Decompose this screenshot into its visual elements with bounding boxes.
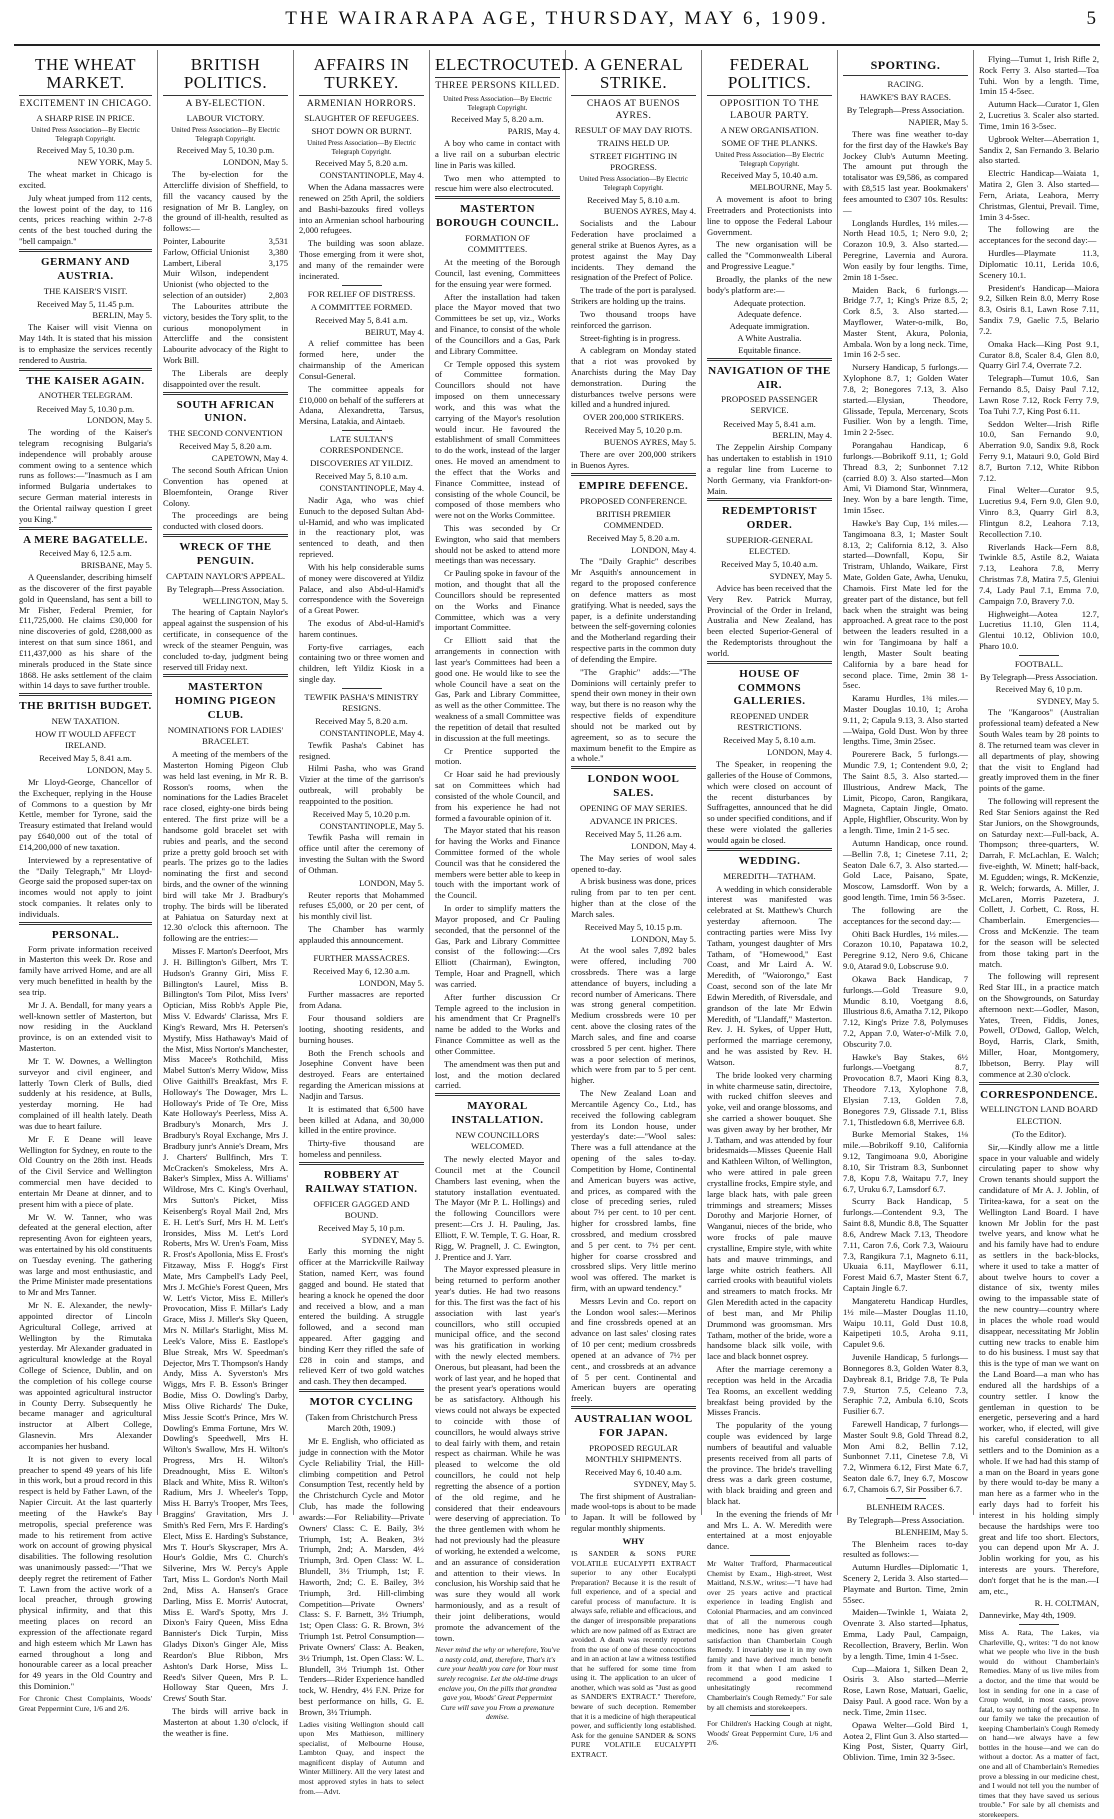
subhead: MEREDITH—TATHAM. (723, 870, 816, 881)
paragraph: The "Daily Graphic" describes Mr Asquith's announcement in regard to the proposed conference on defence matters as most gratifying. What is needed, says the paper, is a definite understanding between the self-governing colonies and the Motherland regarding their respective parts in the common duty of defending the Empire. (571, 556, 696, 664)
race-result: Autumn Hack—Curator 1, Glen 2, Lucretius 3. Scaler also started. Time, 1min 16 3-5sec. (979, 99, 1099, 131)
section-heading: MASTERTON BOROUGH COUNCIL. (436, 203, 559, 230)
paragraph: A movement is afoot to bring Freetraders and Protectionists into line to oppose the Federal Labour Government. (707, 194, 832, 237)
subhead: REOPENED UNDER RESTRICTIONS. (730, 711, 809, 733)
advertisement: IS SANDER & SONS PURE VOLATILE EUCALYPTI EXTRACT superior to any other Eucalypti Preparation? Because it is the result of full experience, and of a special and careful process of manufacture. It is always safe, reliable and efficacious, and the danger of irresponsible preparations which are now palmed off as Extract are avoided. A death was recently reported from the use of one of these concoctions and in an action at law a witness testified that he suffered for some time from using it. The application to an ulcer of another, which was sold as "Just as good as SANDER'S EXTRACT." Therefore, beware of such deception. Remember that it is a medicine of high therapeutical power, and sufficiently long established. Ask for the genuine SANDER & SONS PURE VOLATILE EUCALYPTI EXTRACT. (571, 1549, 696, 1759)
subhead: LABOUR VICTORY. (186, 112, 265, 123)
acceptance: Riverlands Hack—Fern 8.8, Twinkle 8.5, Astile 8.2, Waiata 7.13, Leahora 7.8, Merry Christmas 7.8, Matira 7.5, Gleniui 7.4, Lady Paul 7.1, Emma 7.0, Campaign 7.0, Bravery 7.0. (979, 541, 1099, 606)
dateline: Received May 5, 10.15 p.m. (584, 921, 683, 932)
advertisement: Ladies visiting Wellington should call upon Mrs Mathieson, millinery specialist, of Melbourne House, Lambton Quay, and inspect the magnificent display of Autumn and Winter Millinery. All the very latest and most approved styles in hats to select from.—Advt. (299, 1719, 424, 1796)
section-heading: PERSONAL. (51, 928, 120, 941)
section-heading: THE BRITISH BUDGET. (19, 700, 152, 713)
byline: United Press Association—By Electric Telegraph Copyright. (579, 174, 688, 192)
dateline: LONDON, May 5. (87, 415, 152, 426)
section-heading: A MERE BAGATELLE. (23, 533, 148, 546)
dateline: Received May 5, 10.20 p.m. (584, 425, 683, 436)
subhead: OVER 200,000 STRIKERS. (583, 412, 684, 423)
byline: United Press Association—By Electric Telegraph Copyright. (171, 125, 280, 143)
race-result: Nursery Handicap, 5 furlongs.—Xylophone 8.7, 1; Golden Water 7.8, 2; Bonegores 7.13, 3. Also started.—Elysian, Theodore, Glissade, Tepula, Mercenary, Scots Fusilier. Won by a length. Time, 1min 2 2-5sec. (843, 362, 968, 438)
platform-plank: Adequate defence. (737, 309, 802, 320)
acceptance: Final Welter—Curator 9.5, Lucretius 9.4, Fern 9.0, Glen 9.0, Vinro 8.3, Quarry Girl 8.3, Flintgun 8.2, Leahora 7.13, Recollection 7.10. (979, 485, 1099, 539)
paragraph: After the installation had taken place the Mayor moved that two Committees be set up, viz., Works and Finance, to consist of the whole of the Councillors and a Gas, Park and Library Committee. (435, 291, 560, 356)
subhead: FURTHER MASSACRES. (313, 952, 410, 963)
acceptance: Omaka Hack—King Post 9.1, Curator 8.8, Scaler 8.4, Glen 8.0, Quarry Girl 7.4, Overrate 7.2. (979, 338, 1099, 371)
paragraph: The following are the acceptances for the second day:— (843, 904, 968, 926)
subhead: DISCOVERIES AT YILDIZ. (310, 458, 413, 469)
byline: United Press Association—By Electric Telegraph Copyright. (443, 94, 552, 112)
paragraph: It is estimated that 6,500 have been killed at Adana, and 30,000 killed in the entire province. (299, 1103, 424, 1136)
paragraph: Cr Prentice supported the motion. (435, 745, 560, 767)
subhead: WELLINGTON LAND BOARD ELECTION. (980, 1104, 1098, 1126)
byline: United Press Association—By Electric Telegraph Copyright. (31, 125, 140, 143)
headline-british-politics: BRITISH POLITICS. (183, 55, 268, 92)
paragraph: In order to simplify matters the Mayor proposed, and Cr Pauling seconded, that the personnel of the Gas, Park and Library Committee consist of the following:—Crs Elliott (Chairman), Ewington, Temple, Hoar and Pragnell, which was carried. (435, 903, 560, 989)
dateline: NAPIER, May 5. (908, 117, 968, 128)
dateline: Received May 5, 10.30 p.m. (36, 403, 135, 414)
subhead: BRITISH PREMIER COMMENDED. (596, 508, 671, 530)
byline: United Press Association—By Electric Telegraph Copyright. (715, 150, 824, 168)
paragraph: The newly elected Mayor and Council met at the Council Chambers last evening, when the statutory installation eventuated. The Mayor (Mr P. L. Hollings) and the following Councillors were present:—Crs J. H. Pauling, Jas. Elliott, F. W. Temple, T. G. Hoar, R. Rigg, W. Pragnell, J. C. Ewington, J. Prentice and J. Yarr. (435, 1154, 560, 1262)
dateline: Received May 5, 10.20 p.m. (312, 808, 411, 819)
paragraph: Cr Pauling spoke in favour of the motion, and thought that all the Councillors should be represented on the Works and Finance Committee, which was a very important Committee. (435, 568, 560, 633)
paragraph: Misses F. Marton's Deerfoot, Mrs J. H. Billington's Gilbert, Mrs T. Hudson's Granny Giri, Miss F. Billington's Laurel, Miss B. Billington's Tom Pilot, Miss Ivers' Optician, Miss Robb's Apple Pie, Miss V. Edwards' Clarissa, Mrs F. King's Reward, Mrs H. Petersen's Mystify, Miss Hathaway's Maid of the Mist, Miss Norton's Manchester, Miss Macee's Rothchild, Miss Mabel Sutton's Merry Widow, Miss Olive Gaithill's Breakfast, Mrs F. Holloway's The Dowager, Mrs L. Holloway's Pride of Te Ore, Miss Kate Holloway's Peerless, Miss A. Bradbury's Monarch, Mrs J. Bradbury's Royal Exchange, Mrs J. Bradbury junr's Annie's Dream, Mrs J. Charters' Bullfinch, Mrs T. McCracken's Smokeless, Mrs A. Baker's Simplex, Miss A. Williams' Wildrose, Mrs C. King's Overhaul, Mrs Sutton's Picket, Miss Keisenberg's Royal Mail 2nd, Mrs E. H. Lett's Surf, Mrs H. M. Lett's Ironsides, Miss M. Lett's Lord Roberts, Mrs W. Uren's Foam, Miss R. Frost's Apollonia, Miss E. Frost's Fitzaway, Miss F. Hogg's First Mate, Mrs Campbell's Lady Peel, Mrs J. McGhie's Forest Queen, Mrs W. Lett's Victor, Miss E. Miller's Provocation, Miss F. Millar's Lady Grace, Miss J. Miller's Sky Queen, Mrs N. Millar's Starlight, Miss M. Leek's Valore, Miss E. Eastlope's Blue Streak, Mrs W. Speedman's Dejector, Mrs T. Thompson's Handy Andy, Miss A. Syverston's Mrs Wiggs, Mrs F. B. Esson's Bringer Bodie, Miss O. Dowling's Darby, Miss Olive Richards' The Duke, Miss Jessie Scott's Prince, Mrs W. Dowling's Emma Fortune, Mrs W. Dowling's Speedwell, Mrs H. Wilton's Swallow, Mrs H. Wilton's Progress, Mrs H. Wilton's Dreadnought, Miss E. Wilton's Black and White, Miss R. Wilton's Radium, Mrs J. Wheeler's Topp, Miss H. Barry's Trooper, Mrs Tees, Braggins' Gravitation, Mrs J. Smith's Red Fern, Mrs F. Harding's Elect, Miss E. Harding's Substance, Mrs T. Hour's Skyscraper, Mrs A. Hour's Goldie, Mrs C. Church's Silverine, Mrs W. Percy's Apple Tart, Miss L. Gordon's North Mail 2nd, Miss A. Hansen's Grace Darling, Miss E. Morris' Autocrat, Miss E. Ward's Spotty, Mrs J. Dixon's Fairy Queen, Miss Edna Bannister's Dick Turpin, Miss Gladys Dixon's Ginger Ale, Miss Reardon's Blue Ribbon, Mrs Ashton's Dark Horse, Miss L. Reed's Silver Queen, Mrs P. L. Holloway Star Queen, Mrs J. Crews' South Star. (163, 946, 288, 1704)
subhead: ARMENIAN HORRORS. (306, 98, 417, 109)
dateline: SYDNEY, May 5. (1036, 695, 1099, 706)
subhead: BLENHEIM RACES. (866, 1501, 945, 1512)
poll-row: Lambert, Liberal 3,175 (163, 257, 288, 268)
race-result: Cup—Maiora 1, Silken Dean 2, Osiris 3. Also started—Merrie Rose, Lawn Rose, Matuari, Gaelic, Daisy Paul. A good race. Won by a neck. Time, 2min 11sec. (843, 1663, 968, 1717)
paragraph: Early this morning the night officer at the Marrickville Railway Station, named Kerr, was found gagged and bound. He stated that hearing a knock he opened the door and received a blow, and a man entered the building. A struggle followed, and a second man appeared. After gagging and binding Kerr they rifled the safe of £28 in coin and stamps, and relieved Kerr of two gold watches and cash. They then decamped. (299, 1246, 424, 1387)
dateline: BEIRUT, May 4. (364, 326, 424, 337)
paragraph: The following will represent Red Star III., in a practice match on the Showgrounds, on Saturday afternoon next:—Godler, Mason, Yates, Treen, Fiddis, Jones, Powell, O'Dowd, Gallop, Welch, Boyd, Harris, Clark, Smith, Miller, Hoar, Montgomery, Ibbetson, Berry. Play will commence at 2.30 o'clock. (979, 971, 1099, 1079)
dateline: BLENHEIM, May 5. (894, 1526, 968, 1537)
paragraph: "The Graphic" adds:—"The Dominions will certainly prefer to spend their own money in their own way, but there is no reason why the respective fields of expenditure should not be marked out by agreement, so as to secure the maximum benefit to the Empire as a whole." (571, 666, 696, 764)
advertisement: Mr Walter Trafford, Pharmaceutical Chemist by Exam., High-street, West Maitland, N.S.W., writes:—"I have had over 25 years active and practical experience in leading English and Colonial Pharmacies, and am convinced that of all the numerous cough medicines, none has given greater satisfaction than Chamberlain Cough Remedy. I invariably use it in my own family and have derived much benefit from it that when I am asked to recommend a good medicine I unhesitatingly recommend Chamberlain's Cough Remedy." For sale by all chemists and storekeepers. (707, 1559, 832, 1712)
acceptance: Hurdles—Playmate 11.3, Diplomatic 10.11, Lerida 10.6, Scenery 10.1. (979, 248, 1099, 280)
paragraph: A brisk business was done, prices ruling from par to ten per cent. higher than at the close of the March sales. (571, 876, 696, 919)
dateline: Received May 5, 10.40 a.m. (721, 559, 818, 570)
paragraph: The Labourites attribute the victory, besides the Tory split, to the curious monopolyment in Attercliffe and the consistent Labourite advocacy of the Right to Work Bill. (163, 300, 288, 366)
dateline: LONDON, May 5. (223, 157, 288, 168)
paragraph: Advice has been received that the Very Rev. Patrick Murray, Provincial of the Order in Ireland, Australia and New Zealand, has been elected Superior-General of the Redemptorists throughout the world. (707, 582, 832, 658)
paragraph: Socialists and the Labour Federation have proclaimed a general strike at Buenos Ayres, as a protest against the May Day incidents. They demand the resignation of the Prefect of Police. (571, 218, 696, 283)
paragraph: The first shipment of Australian-made wool-tops is about to be made to Japan. It will be followed by regular monthly shipments. (571, 1490, 696, 1534)
subhead: ANOTHER TELEGRAM. (38, 390, 133, 401)
letter-signature: R. H. COLTMAN, (1034, 1598, 1099, 1609)
paragraph: The second South African Union Convention has opened at Bloemfontein, Orange River Colony. (163, 465, 288, 508)
subhead: ADVANCE IN PRICES. (589, 815, 678, 826)
dateline: BERLIN, May 4. (772, 430, 832, 441)
acceptance: Juvenile Handicap, 5 furlongs—Bonnegores 8.3, Golden Water 8.3, Daybreak 8.1, Bridge 7.8, Te Pula 7.9, Sturton 7.5, Celeano 7.3, Seraphic 7.2, Ambula 6.10, Scots Fusilier 6.7. (843, 1352, 968, 1417)
dateline: By Telegraph—Press Association. (846, 105, 965, 116)
paragraph: Mr E. English, who officiated as judge in connection with the Motor Cycle Reliability Trial, the Hill-climbing competition and Petrol Consumption Test, recently held by the Christchurch Cycle and Motor Club, has made the following awards:—For Reliability—Private Owners' Class: C. E. Baily, 3½ Triumph, 1st; A. Beaken, 3½ Triumph, 2nd; A. Marsden, 4½ Triumph, 3rd. Open Class: W. L. Blundell, 3½ Triumph, 1st; F. Haworth, 2nd; C. E. Bailey, 3½ Triumph, 3rd. Hill-climbing Competition—Private Owners' Class: S. F. Barnett, 3½ Triumph, 1st; Open Class: G. R. Brown, 3½ Triumph 1st. Petrol Consumption—Private Owners' Class: A. Beaken, 3½ Triumph, 1st. Open Class: W. L. Blundell, 3½ Triumph 1st. Other Tenders—Rider Experience handled tock, W. Hendry, 4½ F.N. Prize for best performance on hills, G. E. Brown, 3½ Triumph. (299, 1436, 424, 1717)
paragraph: The Mayor expressed pleasure in being returned to perform another year's duties. He had two reasons for this. The first was the fact of his association with last year's councillors, who still occupied municipal office, and the second was his gratification in working with the newly elected members. Onerous, but pleasant, had been the work of last year, and he hoped that the present year's operations would be as satisfactory. Although his views could not always be expected to coincide with those of councillors, he would always strive to deal fairly with them, and retain respect as chairman. While he was pleased to welcome the old councillors, he could not help regretting the absence of a portion of the old regime, and he considered that their endeavours were deserving of appreciation. To the three gentlemen with whom he had not previously had the pleasure of working, he extended a welcome, and an assurance of consideration and attention to their views. In conclusion, his Worship said that he was sure they would all work harmoniously, and as a result of their joint deliberations, would promote the advancement of the town. (435, 1264, 560, 1643)
acceptance: Mangateretu Handicap Hurdles, 1½ mile—Master Douglas 11.10, Waipu 10.11, Gold Dust 10.8, Kaipetipeti 10.5, Aroha 9.11, Capulet 9.6. (843, 1295, 968, 1350)
advertisement-verse: Never mind the why or wherefore, You've a nasty cold, and, therefore, That's it's cure your health you care for Your must surely recognise. Let the old-time drugs enclave you, On the pills that grandma gave you, Woods' Great Peppermint Cure will save you From a premature demise. (435, 1645, 560, 1722)
subhead: A COMMITTEE FORMED. (310, 301, 413, 312)
paragraph: The amendment was then put and lost, and the motion declared carried. (435, 1058, 560, 1091)
paragraph: The wheat market in Chicago is excited. (19, 169, 152, 190)
paragraph: The Kaiser will visit Vienna on May 14th. It is stated that his mission is to emphasize the services recently rendered to Austria. (19, 322, 152, 365)
subhead: THE KAISER'S VISIT. (43, 285, 128, 296)
race-result: Opawa Welter—Gold Bird 1, Aotea 2, Flint Gun 3. Also started—King Post, Sister, Quarry Girl, Oblivion. Time, 1min 32 3-5sec. (843, 1719, 968, 1763)
section-heading: MAYORAL INSTALLATION. (451, 1100, 544, 1127)
dateline: CONSTANTINOPLE, May 5. (319, 820, 424, 831)
dateline: WELLINGTON, May 5. (202, 595, 288, 606)
acceptance: President's Handicap—Maiora 9.2, Silken Rein 8.0, Merry Rose 8.3, Osiris 8.1, Lawn Rose 7.11, Sandix 7.9, Gaelic 7.5, Belario 7.2. (979, 282, 1099, 336)
paragraph: A boy who came in contact with a live rail on a suburban electric line in Paris was killed. (435, 138, 560, 170)
dateline: BRISBANE, May 5. (80, 560, 152, 571)
paragraph: Form private information received in Masterton this week Dr. Rose and family have arrived Home, and are all very much benefitted in health by the sea trip. (19, 943, 152, 997)
paragraph: The Speaker, in reopening the galleries of the House of Commons, which were closed on account of the recent disturbances by Suffragettes, announced that he did so under specified conditions, and if these were violated the galleries would again be closed. (707, 759, 832, 845)
dateline: Received May 5, 10 p.m. (318, 1222, 405, 1233)
paragraph: There are over 200,000 strikers in Buenos Ayres. (571, 449, 696, 470)
paragraph: July wheat jumped from 112 cents, the lowest point of the day, to 116 cents, prices reaching within 2-7-8 cents of the best touched during the "bell campaign." (19, 192, 152, 246)
section-heading: EMPIRE DEFENCE. (578, 479, 689, 492)
paragraph: The following are the acceptances for the second day:— (979, 224, 1099, 246)
dateline: Received May 6, 10.40 a.m. (585, 1466, 682, 1477)
paragraph: In the evening the friends of Mr and Mrs L. A. W. Meredith were entertained at a most enjoyable dance. (707, 1508, 832, 1552)
dateline: Received May 6, 12.5 a.m. (39, 548, 132, 559)
column-4 (430, 50, 579, 1722)
paragraph: Cr Temple opposed this system of Committee formation. Councillors should not have imposed on them unnecessary work, and this was what the carrying of the Mayor's resolution would incur. He favoured the establishment of small Committees to do the work, instead of the larger ones. He moved an amendment to the effect that the Works and Finance Committee, instead of consisting of the whole Council, be composed of those members who were not on the Works Committee. (435, 358, 560, 521)
dateline: CONSTANTINOPLE, May 4. (319, 727, 424, 738)
race-result: Ugbrook Welter—Aberration 1, Sandix 2, San Fernando 3. Belario also started. (979, 133, 1099, 166)
race-result: Porangahau Handicap, 6 furlongs.—Bobrikoff 9.11, 1; Gold Thread 8.3, 2; Sunbonnet 7.12 (carried 8.0) 3. Also started—Mon Ami, Vi Diamond Star, Winnmera, Iney. Won by a bare length. Time, 1min 15sec. (843, 440, 968, 516)
race-result: Longlands Hurdles, 1½ miles.—North Head 10.5, 1; Nero 9.0, 2; Corazon 10.9, 3. Also started.—Peregrine, Lavernia and Aurora. Won easily by four lengths. Time, 2min 18 1-5sec. (843, 217, 968, 282)
paragraph: The May series of wool sales opened to-day. (571, 852, 696, 874)
paragraph: It is not given to every local preacher to spend 49 years of his life in this work, but a proud record in this respect is held by Father Lawn, of the Napier Circuit. At the last quarterly meeting of the Hawke's Bay metropolis, special preference was made to his retirement from active work on account of growing physical disabilities. The following resolution was unanimously passed:—"That we deeply regret the retirement of Father T. Lawn from the active work of a local preacher, through growing physical infirmity, and that this meeting places on record an expression of the affectionate regard and high esteem which Mr Lawn has earned throughout a long and honourable career as a local preacher for 49 years in the Old Country and this Dominion." (19, 1453, 152, 1692)
platform-plank: Adequate immigration. (729, 321, 810, 332)
paragraph: The Zeppelin Airship Company has undertaken to establish in 1910 a regular line from Lucerne to North Germany, via Frankfort-on-Main. (707, 442, 832, 496)
acceptance: Telegraph—Tumut 10.6, San Fernando 8.5, Daisy Paul 7.12, Lawn Rose 7.12, Rock Ferry 7.9, Toa Tuhi 7.7, King Post 6.11. (979, 373, 1099, 416)
dateline: LONDON, May 5. (631, 933, 696, 944)
dateline: By Telegraph—Press Association. (980, 671, 1098, 682)
subhead: NEW TAXATION. (51, 716, 120, 727)
paragraph: The exodus of Abd-ul-Hamid's harem continues. (299, 617, 424, 639)
race-result: Maiden—Twinkle 1, Waiata 2, Ovenrate 3. Also started—Iphatus, Emma, Lady Paul, Campaign, Recollection, Bravery, Berlin. Won by a length. Time, 1min 4 1-5sec. (843, 1607, 968, 1661)
dateline: SYDNEY, May 5. (769, 571, 832, 582)
page-number: 5 (1086, 8, 1096, 29)
dateline: Received May 5, 8.41 a.m. (315, 314, 408, 325)
headline-general-strike: A GENERAL STRIKE. (583, 55, 684, 92)
dateline: Received May 5, 8.10 a.m. (723, 735, 816, 746)
paragraph: Forty-five carriages, each containing two or three women and children, left Yildiz Kiosk in a single day. (299, 641, 424, 685)
race-result: Maiden Back, 6 furlongs.—Bridge 7.7, 1; King's Prize 8.5, 2; Cork 8.5, 3. Also started.—Mayflower, Water-o-milk, Bo, Master Stent, Akura, Polonia, Ambala. Won by a long neck. Time, 1min 16 2-5 sec. (843, 284, 968, 360)
dateline: LONDON, May 4. (631, 840, 696, 851)
paragraph: Two men who attempted to rescue him were also electrocuted. (435, 172, 560, 194)
section-heading: NAVIGATION OF THE AIR. (708, 364, 831, 391)
paragraph: The following will represent the Red Star Seniors against the Red Star Juniors, on the Showgrounds, on Saturday next:—Full-back, A. Thompson; three-quarters, W. Darrah, F. McLachlan, E. Walch; five-eighth, W. Minett; half-back, M. Egudden; wings, R. McKenzie, R. Welch; forwards, A. Miller, J. McLaren, Morris Pazetera, J. Collett, J. Corbett, C. Ross, H. Chamberlain. Emergencies—Cross and McKenzie. The team for the season will be selected from those taking part in the match. (979, 796, 1099, 969)
race-result: Hawke's Bay Cup, 1½ miles.—Tangimoana 8.3, 1; Master Soult 8.13, 2; California 8.12, 3. Also started—Downfall, Kopu, Sir Tristram, Uhlando, Waikare, First Mate, Golden Gate, Awha, Uenuku, Chamois. First Mate led for the greater part of the distance, but fell back when the straight was being approached. A great race to the post between the leaders resulted in a win for Tangimoana by half a length, Master Soult beating California by a bare head for second place. Time, 2min 38 1-5sec. (843, 517, 968, 691)
paragraph: Cr Hoar said he had previously sat on Committees which had consisted of the whole Council, and from his experience he had not formed a favourable opinion of it. (435, 769, 560, 823)
column-8 (974, 50, 1104, 1819)
paragraph: A wedding in which considerable interest was manifested was celebrated at St. Matthew's Church yesterday afternoon. The contracting parties were Miss Ivy Tatham, youngest daughter of Mrs Tatham, of "Homewood," East Coast, and Mr Laird A. W. Meredith, of "Waiorongo," East Coast, second son of the late Mr Edwin Meredith, of Riversdale, and grandson of the late Mr Edwin Meredith, of "Llandaff," Masterton. Rev. J. H. Sykes, of Upper Hutt, performed the marriage ceremony, and he was assisted by Rev. H. Watson. (707, 883, 832, 1067)
subhead: STREET FIGHTING IN PROGRESS. (589, 150, 678, 172)
subhead: A SHARP RISE IN PRICE. (36, 112, 135, 123)
subhead: NOMINATIONS FOR LADIES' BRACELET. (167, 725, 284, 747)
letter-date: Dannevirke, May 4th, 1909. (979, 1610, 1076, 1621)
subhead: THE SECOND CONVENTION (168, 428, 283, 439)
subhead: RACING. (887, 79, 924, 90)
paragraph: A Queenslander, describing himself as the discoverer of the first payable gold in Queensland, has sent a bill to Mr Fisher, Federal Premier, for £11,725,000. He claims £30,000 for nine discoveries of gold, £288,000 as interest on that sum since 1861, and £11,437,000 as his share of the minerals produced in the State since 1868. He asks settlement of the claim within 14 days to save further trouble. (19, 572, 152, 691)
paragraph: The trade of the port is paralysed. Strikers are holding up the trains. (571, 285, 696, 307)
subhead: SUPERIOR-GENERAL ELECTED. (726, 535, 813, 557)
dateline: Received May 5, 11.26 a.m. (585, 829, 682, 840)
dateline: BUENOS AYRES, May 4. (603, 206, 696, 217)
acceptance: Ohiti Back Hurdles, 1½ miles.—Corazon 10.10, Papatawa 10.2, Peregrine 9.12, Nero 9.6, Chicane 9.0, Atarad 9.0, Lobscruse 9.0. (843, 928, 968, 972)
advertisement-heading: WHY (622, 1535, 645, 1546)
acceptance: Highweight—Aotea 12.7, Lucretius 11.10, Glen 11.4, Glentui 10.12, Oblivion 10.0, Pharo 10.0. (979, 608, 1099, 652)
advertisement: For Chronic Chest Complaints, Woods' Great Peppermint Cure, 1/6 and 2/6. (19, 1693, 152, 1713)
paragraph: Street-fighting is in progress. (580, 332, 681, 343)
paragraph: The bride looked very charming in white charmeuse satin, directoire, with rucked chiffon sleeves and yoke, veil and orange blossoms, and she carried a shower bouquet. She was given away by her brother, Mr J. Tatham, and was attended by four bridesmaids—Misses Queenie Hall and Kathleen Wilton, of Wellington, who were attired in pale green crystalline frocks, Empire style, and large black hats, with pale green trimmings and streamers; Misses Dorothy and Marjorie Horner, of Wanganui, nieces of the bride, who wore frocks of pale mauve crystalline, Empire style, with white hats and mauve trimmings, and large white ostrich feathers. All carried crooks with beautiful violets and streamers to match frocks. Mr Glen Meredith acted in the capacity of best man, and Mr Philip Drummond was groomsman. Mrs Tatham, mother of the bride, wore a handsome black silk voile, with lace and black bonnet osprey. (707, 1069, 832, 1362)
dateline: Received May 5, 8.10 a.m. (315, 471, 408, 482)
paragraph: Mr N. E. Alexander, the newly-appointed director of Lincoln Agricultural College, arrived at Wellington by the Rimutaka yesterday. Mr Alexander graduated in agricultural knowledge at the Royal College of Science, Dublin, and on the completion of his college course was appointed agricultural instructor in County Derry. Subsequently he became manager and agricultural instructor at Albert College, Glasnevin. Mrs Alexander accompanies her husband. (19, 1300, 152, 1451)
section-heading: SOUTH AFRICAN UNION. (176, 398, 275, 425)
section-heading: REDEMPTORIST ORDER. (721, 505, 818, 532)
paragraph: Thirty-five thousand are homeless and penniless. (299, 1138, 424, 1159)
paragraph: The wording of the Kaiser's telegram recognising Bulgaria's independence will probably arouse comment owing to a sentence which runs as follows:—"Inasmuch as I am informed Bulgaria undertakes to secure German material interests in the Oriental railway question I greet you King." (19, 427, 152, 524)
subhead: TRAINS HELD UP. (597, 137, 670, 148)
paragraph: The hearing of Captain Naylor's appeal against the suspension of his certificate, in consequence of the wreck of the steamer Penguin, was concluded to-day, judgment being reserved till Friday next. (163, 607, 288, 672)
headline-affairs-in-turkey: AFFAIRS IN TURKEY. (313, 55, 410, 92)
paragraph: The new organisation will be called the "Commonwealth Liberal and Progressive League." (707, 239, 832, 272)
acceptance: Seddon Welter—Irish Rifle 10.0, San Fernando 9.0, Aberration 9.0, Sandix 9.8, Rock Ferry 9.1, Matauri 9.0, Gold Bird 8.7, Burton 7.12, White Ribbon 7.12. (979, 418, 1099, 483)
advertisement: Miss A. Rata, The Lakes, via Charleville, Q., writes: "I do not know what we people who live in the bush would do without Chamberlain's Remedies. Many of us live miles from a doctor, and the time that would be lost in sending for one in a case of Croup would, in most cases, prove fatal, to say nothing of the expense. In our family we take the precaution of keeping Chamberlain's Cough Remedy on hand—we always have a few bottles in the house—and we can do without a doctor. As a matter of fact, one and all of Chamberlain's Remedies prove a blessing in our medicine chest, and I would not tell you the number of times that they have saved us serious trouble." For sale by all chemists and storekeepers. (979, 1628, 1099, 1819)
paragraph: This was seconded by Cr Ewington, who said that members should not be asked to attend more meetings than was necessary. (435, 522, 560, 566)
acceptance: Hawke's Bay Stakes, 6½ furlongs.—Voetgang 8.7, Provocation 8.7, Maori King 8.3, Theodore 7.13, Xylophone 7.8, Elysian 7.13, Golden 7.8, Bonegores 7.9, Glissade 7.1, Bliss 7.1, Thistledown 6.8, Merrivee 6.8. (843, 1051, 968, 1127)
race-result: Autumn Handicap, once round.—Bellin 7.8, 1; Cinetese 7.11, 2; Seaton Dale 6.7, 3. Also started.—Gold Lace, Paisano, Spate, Moscow, Lamsdorff. Won by a good length. Time, 1min 56 3-5sec. (843, 837, 968, 903)
paragraph: Messrs Levin and Co. report on the London wool sales:—Merinos and fine crossbreds opened at an advance on last sales' closing rates of 10 per cent; medium crossbreds opened at an advance of 7½ per cent., and crossbreds at an advance of 5 per cent. Continental and American buyers are operating freely. (571, 1295, 696, 1404)
paragraph: Mr Lloyd-George, Chancellor of the Exchequer, replying in the House of Commons to a question by Mr Kettle, member for Tyrone, said the Treasury estimated that Ireland would pay £640,000 out of the total of £14,200,000 of new taxation. (19, 777, 152, 852)
race-result: Electric Handicap—Waiata 1, Matira 2, Glen 3. Also started—Fern, Ariata, Leahora, Merry Christmas, Glentui, Prevail. Time, 1min 3 4-5sec. (979, 168, 1099, 222)
paragraph: The by-election for the Attercliffe division of Sheffield, to fill the vacancy caused by the resignation of Mr B. Langley, on the ground of ill-health, resulted as follows:— (163, 169, 288, 234)
column-1 (14, 50, 158, 1713)
paragraph: Four thousand soldiers are looting, shooting residents, and burning houses. (299, 1013, 424, 1045)
paragraph: A cablegram on Monday stated that a riot was provoked by Anarchists during the May Day demonstration. During the disturbances twelve persons were killed and a hundred injured. (571, 345, 696, 410)
masthead (0, 0, 1114, 40)
letter-body: Sir,—Kindly allow me a little space in your valuable and widely circulating paper to show why Crown tenants should support the candidature of Mr A. J. Joblin, of Tiritea-kawa, for a seat on the Wellington Land Board. I have known Mr Joblin for the past twelve years, and know what he and his family have had to endure as settlers in the back-blocks, where it used to take a matter of about twelve hours to cover a distance of six, twenty miles owing to the impassable state of the new country—country where in places the whole road would disappear, necessitating Mr Joblin cutting new tracks to enable him to do his business. I must say that this is the type of man we want on the Land Board—a man who has endured all the hardships of a country settler. I know the gentleman in question to be energetic, persevering and a hard worker, who, if elected, will give his careful consideration to all settlers and to the Dominion as a whole. If we had had this stamp of a man on the Board in years gone by there would to-day be many a man here as a farmer who in the early days had to forfeit his interest in his holding simply because the hardships were too great and life too short. Electors, you can depend upon Mr A. J. Joblin working for you, as his interests are yours. Therefore, don't forget that he is the man.—I am, etc., (979, 1141, 1099, 1596)
byline: United Press Association—By Electric Telegraph Copyright. (307, 138, 416, 156)
section-heading: HOUSE OF COMMONS GALLERIES. (733, 667, 806, 708)
acceptance: Scurry Back Handicap, 5 furlongs.—Contendent 9.3, The Saint 8.8, Mundic 8.8, The Squatter 8.6, Andrew Mack 7.13, Theodore 7.11, Caron 7.6, Cork 7.3, Waiouru 7.3, Rangikura 7.1, Magneto 6.11, Ukuaia 6.11, Mayflower 6.11, Forest Maid 6.7, Master Stent 6.7, Captain Jingle 6.7. (843, 1196, 968, 1294)
subhead: NEW COUNCILLORS WELCOMED. (455, 1129, 540, 1152)
headline-federal-politics: FEDERAL POLITICS. (727, 55, 812, 92)
paragraph: Mr T. W. Downes, a Wellington surveyor and civil engineer, and latterly Town Clerk of Bulls, died suddenly at his residence, at Bulls, yesterday morning. He had complained of ill health lately. Death was due to heart failure. (19, 1055, 152, 1131)
paragraph: Nadir Aga, who was chief Eunuch to the deposed Sultan Abd-ul-Hamid, and who was implicated in the reactionary plot, was sentenced to death, and then reprieved. (299, 494, 424, 560)
headline-wheat-market: THE WHEAT MARKET. (35, 55, 136, 92)
subhead: PROPOSED REGULAR MONTHLY SHIPMENTS. (585, 1442, 682, 1464)
paragraph: Tewfik Pasha will remain in office until after the ceremony of investing the Sultan with the Sword of Othman. (299, 832, 424, 875)
paragraph: With his help considerable sums of money were discovered at Yildiz Palace, and also Abd-ul-Hamid's correspondence with the Sovereign of a Great Power. (299, 561, 424, 616)
subhead: SHOT DOWN OR BURNT. (311, 125, 412, 136)
section-heading: AUSTRALIAN WOOL FOR JAPAN. (574, 1413, 693, 1439)
column-7 (838, 50, 974, 1763)
poll-row: Farlow, Official Unionist 3,380 (163, 246, 288, 257)
section-heading: MOTOR CYCLING (309, 1396, 414, 1409)
paragraph: A meeting of the members of the Masterton Homing Pigeon Club was held last evening, in Mr R. B. Rosson's rooms, when the nominations for the Ladies Bracelet race closed, eighty-one birds being entered. The first prize will be a handsome gold bracelet set with rubies and pearls, and the second prize a pretty gold brooch set with pearls. The prizes go to the ladies nominating the first and second birds, and the owner of the winning bird will take Mr J. Bradbury's trophy. The birds will be liberated at Pahiatua on Saturday next at 12.30 o'clock this afternoon. The following are the entries:— (163, 749, 288, 944)
columns (14, 50, 1104, 1819)
dateline: LONDON, May 4. (767, 747, 832, 758)
paragraph: After the marriage ceremony a reception was held in the Arcadia Tea Rooms, an excellent wedding breakfast being provided by the Misses Francis. (707, 1364, 832, 1418)
paragraph: Hilmi Pasha, who was Grand Vizier at the time of the garrison's outbreak, will probably be reappointed to the position. (299, 763, 424, 806)
dateline: SYDNEY, May 5. (633, 1478, 696, 1489)
dateline: LONDON, May 5. (359, 977, 424, 988)
paragraph: The proceedings are being conducted with closed doors. (163, 510, 288, 532)
subhead: HAWKE'S BAY RACES. (860, 92, 951, 103)
paragraph: There was fine weather to-day for the first day of the Hawke's Bay Jockey Club's Autumn Meeting. The amount put through the totalisator was £9,586, as compared with £8,515 last year. Bookmakers' fees amounted to £307 10s. Results:— (843, 128, 968, 215)
paragraph: Two thousand troops have reinforced the garrison. (571, 308, 696, 330)
poll-results (163, 236, 288, 301)
subhead: FOR RELIEF OF DISTRESS. (307, 288, 416, 299)
paragraph: The Mayor stated that his reason for having the Works and Finance Committee formed of the whole Council was that he considered the members were better able to keep in touch with the important work of the Council. (435, 825, 560, 901)
platform-plank: Equitable finance. (738, 344, 801, 355)
subhead: CHAOS AT BUENOS AYRES. (586, 98, 681, 121)
paragraph: Further massacres are reported from Adana. (299, 989, 424, 1011)
column-6 (702, 50, 838, 1748)
paragraph: Mr F. E Deane will leave Wellington for Sydney, en route to the Old Country on the 28th inst. Heads of the Civil Service and Wellington commercial men have decided to entertain Mr Deane at dinner, and to present him with a piece of plate. (19, 1133, 152, 1209)
subhead: (To the Editor). (1011, 1128, 1067, 1139)
subhead: SOME OF THE PLANKS. (721, 137, 818, 148)
dateline: SYDNEY, May 5. (361, 1234, 424, 1245)
section-heading: THE KAISER AGAIN. (26, 374, 145, 387)
dateline: Received May 5, 10.40 a.m. (721, 170, 818, 181)
dateline: CONSTANTINOPLE, May 4. (319, 170, 424, 181)
dateline: Received May 6, 10 p.m. (995, 683, 1083, 694)
paragraph: Mr J. A. Bendall, for many years a well-known settler of Masterton, but now residing in the Auckland province, is on an extended visit to Masterton. (19, 999, 152, 1054)
subhead: EXCITEMENT IN CHICAGO. (19, 98, 152, 109)
section-heading: GERMANY AND AUSTRIA. (40, 255, 131, 282)
dateline: CAPETOWN, May 4. (211, 453, 288, 464)
subhead: HOW IT WOULD AFFECT IRELAND. (35, 729, 136, 751)
paragraph: At the wool sales 7,892 bales were offered, including 700 crossbreds. There was a large attendance of buyers, including a record number of Americans. There was strong general competition. Medium crossbreds were 10 per cent. above the closing rates of the March sales, and fine and coarse crossbred 5 per cent. higher. There was a poor selection of merinos, which were from par to 5 per cent. higher. (571, 945, 696, 1086)
section-heading: WRECK OF THE PENGUIN. (179, 541, 272, 567)
paragraph: The Chamber has warmly applauded this announcement. (299, 924, 424, 945)
paragraph: Reuter reports that Mohammed refuses £5,000, or 20 per cent, of his monthly civil list. (299, 889, 424, 922)
column-2 (158, 50, 294, 1738)
dateline: LONDON, May 4. (631, 544, 696, 555)
dateline: BUENOS AYRES, May 5. (603, 437, 696, 448)
dateline: Received May 5, 8.20 a.m. (587, 532, 680, 543)
subhead: THREE PERSONS KILLED. (435, 80, 560, 91)
subhead: FORMATION OF COMMITTEES. (465, 232, 530, 255)
dateline: Received May 5, 8.41 a.m. (723, 418, 816, 429)
dateline: Received May 5, 8.20 a.m. (179, 441, 272, 452)
paragraph: When the Adana massacres were renewed on 25th April, the soldiers and Bashi-bazouks fired volleys into an Armenian school harbouring 2,000 refugees. (299, 182, 424, 236)
paragraph: The birds will arrive back in Masterton at about 1.30 o'clock, if the weather is fine. (163, 1706, 288, 1738)
dateline: PARIS, May 4. (507, 126, 560, 137)
dateline: MELBOURNE, May 5. (749, 182, 832, 193)
subhead: FOOTBALL. (1014, 658, 1064, 669)
paragraph: After further discussion Cr Temple agreed to the inclusion in his amendment that Cr Pragnell's name be added to the Works and Finance Committee as well as the other Committee. (435, 991, 560, 1056)
paragraph: The popularity of the young couple was evidenced by large numbers of beautiful and valuable presents received from all parts of the province. The bride's travelling dress was a dark green costume, with black braiding and green and black hat. (707, 1420, 832, 1506)
dateline: LONDON, May 5. (87, 765, 152, 776)
subhead: SLAUGHTER OF REFUGEES. (304, 112, 419, 123)
acceptance: Farewell Handicap, 7 furlongs—Master Soult 9.8, Gold Thread 8.2, Mon Ami 8.2, Bellin 7.12, Sunbonnet 7.11, Cinetese 7.8, Vi 7.2, Winmera 6.12, First Mate 6.7, Seaton dale 6.7, Iney 6.7, Moscow 6.7, Chamois 6.7, Sir Possiber 6.7. (843, 1418, 968, 1494)
race-result: Karamu Hurdles, 1¾ miles.—Master Douglas 10.10, 1; Aroha 9.11, 2; Capula 9.13, 3. Also started—Waipa, Gold Dust. Won by three lengths. Time, 3min 25sec. (843, 693, 968, 747)
dateline: Received May 5, 8.20 a.m. (315, 158, 408, 169)
dateline: Received May 5, 8.41 a.m. (39, 753, 132, 764)
paragraph: A relief committee has been formed here, under the chairmanship of the American Consul-General. (299, 338, 424, 381)
dateline: Received May 5, 10.30 p.m. (36, 145, 135, 156)
paragraph: The New Zealand Loan and Mercantile Agency Co., Ltd., has received the following cablegram from its London house, under yesterday's date:—"Wool sales: There was a full attendance at the opening of the sales to-day. Competition by Home, Continental and American buyers was active, and prices, as compared with the close of preceding series, ruled about 7½ per cent. to 10 per cent. higher for crossbred lambs, fine crossbred, and medium crossbred and 5 per cent. to 7½ per cent. higher for coarse crossbred and crossbred slips. Very little merino wool was offered. The market is firm, with an upward tendency." (571, 1088, 696, 1293)
section-heading: LONDON WOOL SALES. (587, 773, 680, 800)
section-heading: ROBBERY AT RAILWAY STATION. (305, 1168, 418, 1195)
paragraph: Broadly, the planks of the new body's platform are:— (707, 273, 832, 295)
subhead: A NEW ORGANISATION. (720, 124, 819, 135)
column-5 (566, 50, 702, 1759)
dateline: Received May 5, 11.45 p.m. (36, 298, 135, 309)
masthead-rule (14, 44, 1100, 46)
race-result: Pourerere Back, 5 furlongs.—Mundic 7.9, 1; Contendent 9.0, 2; The Saint 8.5, 3. Also started.—Illustrious, Andrew Mack, The Limit, Picopo, Caron, Rangikara, Magneta, Captain Jingle, Omato. Apple, Highflier, Obscurity. Won by a length. Time, 1min 2 1-5 sec. (843, 749, 968, 836)
acceptance: Burke Memorial Stakes, 1⅛ mile.—Bobrikoff 9.10, California 9.12, Tangimoana 9.0, Aborigine 8.10, Sir Tristram 8.3, Sunbonnet 7.8, Kopu 7.8, Waitapu 7.7, Iney 6.7, Uruku 6.7, Lamsdorf 6.7. (843, 1129, 968, 1194)
dateline: Received May 5, 8.10 a.m. (587, 194, 680, 205)
subhead: (Taken from Christchurch Press March 20th, 1909.) (305, 1411, 418, 1434)
paragraph: The "Kangaroos" (Australian professional team) defeated a New South Wales team by 28 points to 8. The returned team was clever in all departments of play, showing that the visit to England had greatly improved them in the finer points of the game. (979, 707, 1099, 794)
race-result: Autumn Hurdles—Diplomatic 1, Scenery 2, Lerida 3. Also started—Playmate and Burton. Time, 2min 55sec. (843, 1562, 968, 1605)
subhead: PROPOSED PASSENGER SERVICE. (721, 394, 818, 416)
dateline: By Telegraph—Press Association. (846, 1514, 965, 1525)
paragraph: The Liberals are deeply disappointed over the result. (163, 367, 288, 389)
dateline: By Telegraph—Press Association. (166, 583, 285, 594)
subhead: TEWFIK PASHA'S MINISTRY RESIGNS. (304, 691, 419, 714)
paragraph: Mr W. W. Tanner, who was defeated at the general election, after representing Avon for eighteen years, was entertained by his old constituents on Tuesday evening. The gathering was large and most enthusiastic, and the Prime Minister made presentations to Mr and Mrs Tanner. (19, 1211, 152, 1298)
platform-plank: A White Australia. (737, 333, 802, 343)
subhead: RESULT OF MAY DAY RIOTS. (574, 124, 693, 135)
dateline: Received May 5, 8.20 a.m. (315, 716, 408, 727)
dateline: LONDON, May 5. (359, 877, 424, 888)
poll-row: Pointer, Labourite 3,531 (163, 235, 288, 246)
section-heading: CORRESPONDENCE. (980, 1088, 1098, 1101)
subhead: OPENING OF MAY SERIES. (579, 802, 688, 813)
subhead: OFFICER GAGGED AND BOUND. (313, 1198, 410, 1220)
paragraph: The Blenheim races to-day resulted as follows:— (843, 1538, 968, 1560)
column-3 (294, 50, 430, 1796)
race-result: Flying—Tumut 1, Irish Rifle 2, Rock Ferry 3. Also started—Toa Tuhi. Won by a length. Time, 1min 15 4-5sec. (979, 54, 1099, 97)
paragraph: Both the French schools and Josephine Convent have been destroyed. Fears are entertained regarding the American missions at Nadjin and Tarsus. (299, 1047, 424, 1101)
platform-plank: Adequate protection. (733, 297, 806, 308)
section-heading: WEDDING. (738, 854, 801, 867)
paragraph: Cr Elliott said that the arrangements in connection with last year's Committees had been a good one. He would like to see the whole Council have a seat on the Gas, Park and Library Committee, as well as the other Committee. The weakness of a small Committee was the repetition of detail that resulted in discussion at the full meetings. (435, 635, 560, 743)
paragraph: Tewfik Pasha's Cabinet has resigned. (299, 739, 424, 761)
dateline: Received May 5, 10.30 p.m. (176, 145, 275, 156)
poll-row: Muir Wilson, independent Unionist (who objected to the selection of an outsider) 2,803 (163, 268, 288, 301)
subhead: CAPTAIN NAYLOR'S APPEAL. (165, 570, 286, 581)
headline-electrocuted: ELECTROCUTED. (435, 55, 579, 74)
dateline: BERLIN, May 5. (92, 310, 152, 321)
subhead: A BY-ELECTION. (185, 98, 266, 109)
newspaper-title: THE WAIRARAPA AGE, THURSDAY, MAY 6, 1909. (285, 8, 829, 29)
dateline: CONSTANTINOPLE, May 4. (319, 483, 424, 494)
subhead: OPPOSITION TO THE LABOUR PARTY. (719, 98, 820, 121)
dateline: Received May 6, 12.30 a.m. (313, 965, 410, 976)
advertisement: For Children's Hacking Cough at night, Woods' Great Peppermint Cure, 1/6 and 2/6. (707, 1719, 832, 1748)
paragraph: The committee appeals for £10,000 on behalf of the sufferers at Adana, Alexandretta, Tarsus, Mersina, Latakia, and Aintaeb. (299, 383, 424, 427)
subhead: LATE SULTAN'S CORRESPONDENCE. (319, 433, 404, 456)
dateline: NEW YORK, May 5. (77, 157, 152, 168)
paragraph: At the meeting of the Borough Council, last evening, Committees for the ensuing year were formed. (435, 257, 560, 289)
paragraph: Interviewed by a representative of the "Daily Telegraph," Mr Lloyd-George said the proposed super-tax on incomes would not apply to joint stock companies. It relates only to individuals. (19, 854, 152, 919)
acceptance: Okawa Back Handicap, 7 furlongs.—Gold Treasure 9.0, Mundic 8.10, Voetgang 8.6, Illustrious 8.6, Amatha 7.12, Pikopo 7.12, King's Prize 7.8, Polymuses 7.2, Appan 7.0, Water-o'-Milk 7.0, Obscurity 7.0. (843, 973, 968, 1049)
dateline: Received May 5, 8.20 a.m. (451, 114, 544, 125)
subhead: PROPOSED CONFERENCE. (579, 495, 688, 506)
section-heading: MASTERTON HOMING PIGEON CLUB. (175, 681, 276, 722)
section-heading-sporting: SPORTING. (870, 58, 941, 72)
paragraph: The building was soon ablaze. Those emerging from it were shot, and many of the remainder were incinerated. (299, 238, 424, 281)
